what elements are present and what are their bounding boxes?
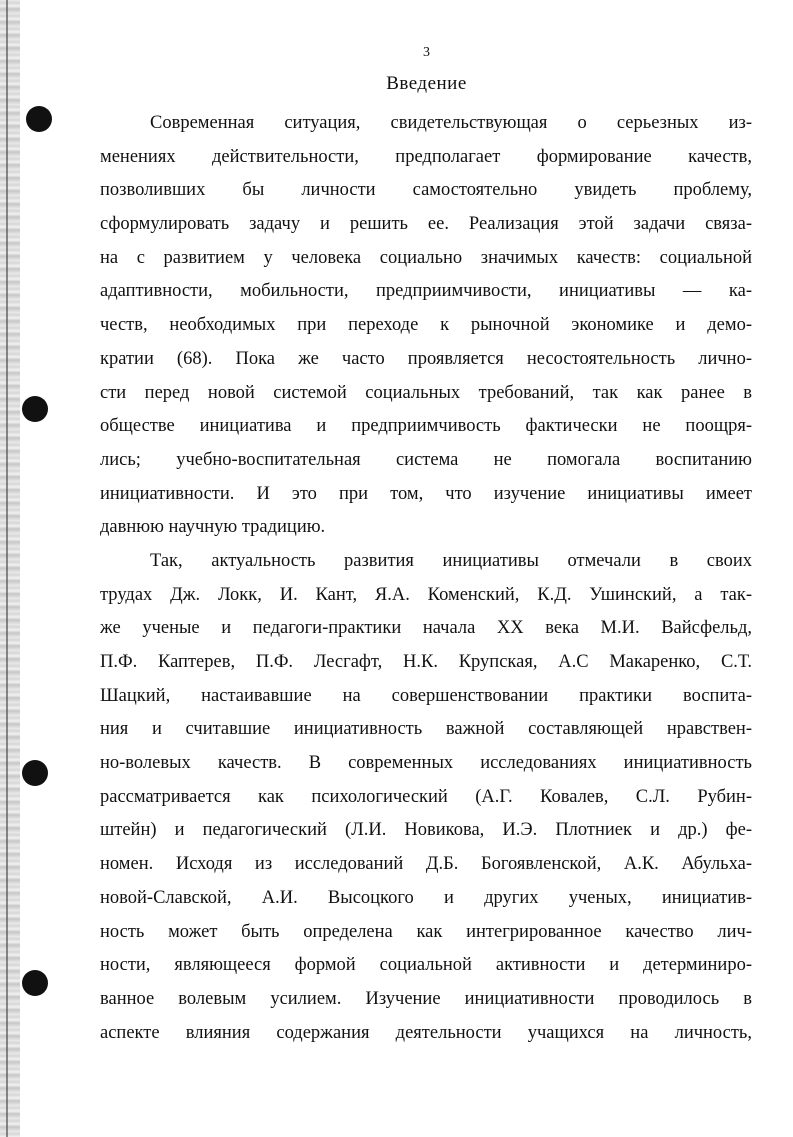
punch-hole-1 <box>26 106 52 132</box>
paragraph-2-line-14: ванное волевым усилием. Изучение инициативности проводилось в <box>100 988 752 1009</box>
paragraph-2-line-3: же ученые и педагоги-практики начала XX века М.И. Вайсфельд, <box>100 618 752 639</box>
punch-hole-4 <box>22 970 48 996</box>
paragraph-2-line-2: трудах Дж. Локк, И. Кант, Я.А. Коменский, К.Д. Ушинский, а так- <box>100 584 752 605</box>
binding-edge <box>0 0 20 1137</box>
paragraph-2-line-11: новой-Славской, А.И. Высоцкого и других ученых, инициатив- <box>100 887 752 908</box>
paragraph-2-line-12: ность может быть определена как интегрированное качество лич- <box>100 921 752 942</box>
punch-hole-3 <box>22 760 48 786</box>
paragraph-2-line-8: рассматривается как психологический (А.Г. Ковалев, С.Л. Рубин- <box>100 786 752 807</box>
paragraph-1-line-12: инициативности. И это при том, что изучение инициативы имеет <box>100 483 752 504</box>
paragraph-1-line-3: позволивших бы личности самостоятельно увидеть проблему, <box>100 180 752 201</box>
paragraph-2-line-4: П.Ф. Каптерев, П.Ф. Лесгафт, Н.К. Крупская, А.С Макаренко, С.Т. <box>100 652 752 672</box>
paragraph-1-line-1: Современная ситуация, свидетельствующая о серьезных из- <box>150 113 752 133</box>
paragraph-2-line-10: номен. Исходя из исследований Д.Б. Богоявленской, А.К. Абульха- <box>100 854 752 875</box>
paragraph-1-line-11: лись; учебно-воспитательная система не помогала воспитанию <box>100 449 752 470</box>
punch-hole-2 <box>22 396 48 422</box>
paragraph-2-line-5: Шацкий, настаивавшие на совершенствовании практики воспита- <box>100 685 752 706</box>
paragraph-1-line-9: сти перед новой системой социальных требований, так как ранее в <box>100 382 752 403</box>
paragraph-2-line-1: Так, актуальность развития инициативы отмечали в своих <box>150 550 752 571</box>
paragraph-2-line-15: аспекте влияния содержания деятельности учащихся на личность, <box>100 1022 752 1043</box>
paragraph-2-line-9: штейн) и педагогический (Л.И. Новикова, И.Э. Плотниек и др.) фе- <box>100 820 752 841</box>
paragraph-1-line-13: давнюю научную традицию. <box>100 517 326 538</box>
body-text <box>100 107 752 1050</box>
paragraph-2-line-7: но-волевых качеств. В современных исследованиях инициативность <box>100 753 752 774</box>
paragraph-1-line-8: кратии (68). Пока же часто проявляется несостоятельность лично- <box>100 348 752 369</box>
binding-line <box>6 0 8 1137</box>
paragraph-1-line-2: менениях действительности, предполагает формирование качеств, <box>100 146 752 167</box>
paragraph-1-line-10: обществе инициатива и предприимчивость фактически не поощря- <box>100 416 752 437</box>
paragraph-2-line-6: ния и считавшие инициативность важной составляющей нравствен- <box>100 719 752 740</box>
paragraph-1-line-7: честв, необходимых при переходе к рыночной экономике и демо- <box>100 315 752 336</box>
paragraph-2-line-13: ности, являющееся формой социальной активности и детерминиро- <box>100 955 752 976</box>
paragraph-1-line-5: на с развитием у человека социально значимых качеств: социальной <box>100 247 752 268</box>
paragraph-1-line-6: адаптивности, мобильности, предприимчивости, инициативы — ка- <box>100 281 752 302</box>
paragraph-1-line-4: сформулировать задачу и решить ее. Реализация этой задачи связа- <box>100 214 752 235</box>
page-number: 3 <box>423 45 430 60</box>
section-heading: Введение <box>386 73 467 94</box>
